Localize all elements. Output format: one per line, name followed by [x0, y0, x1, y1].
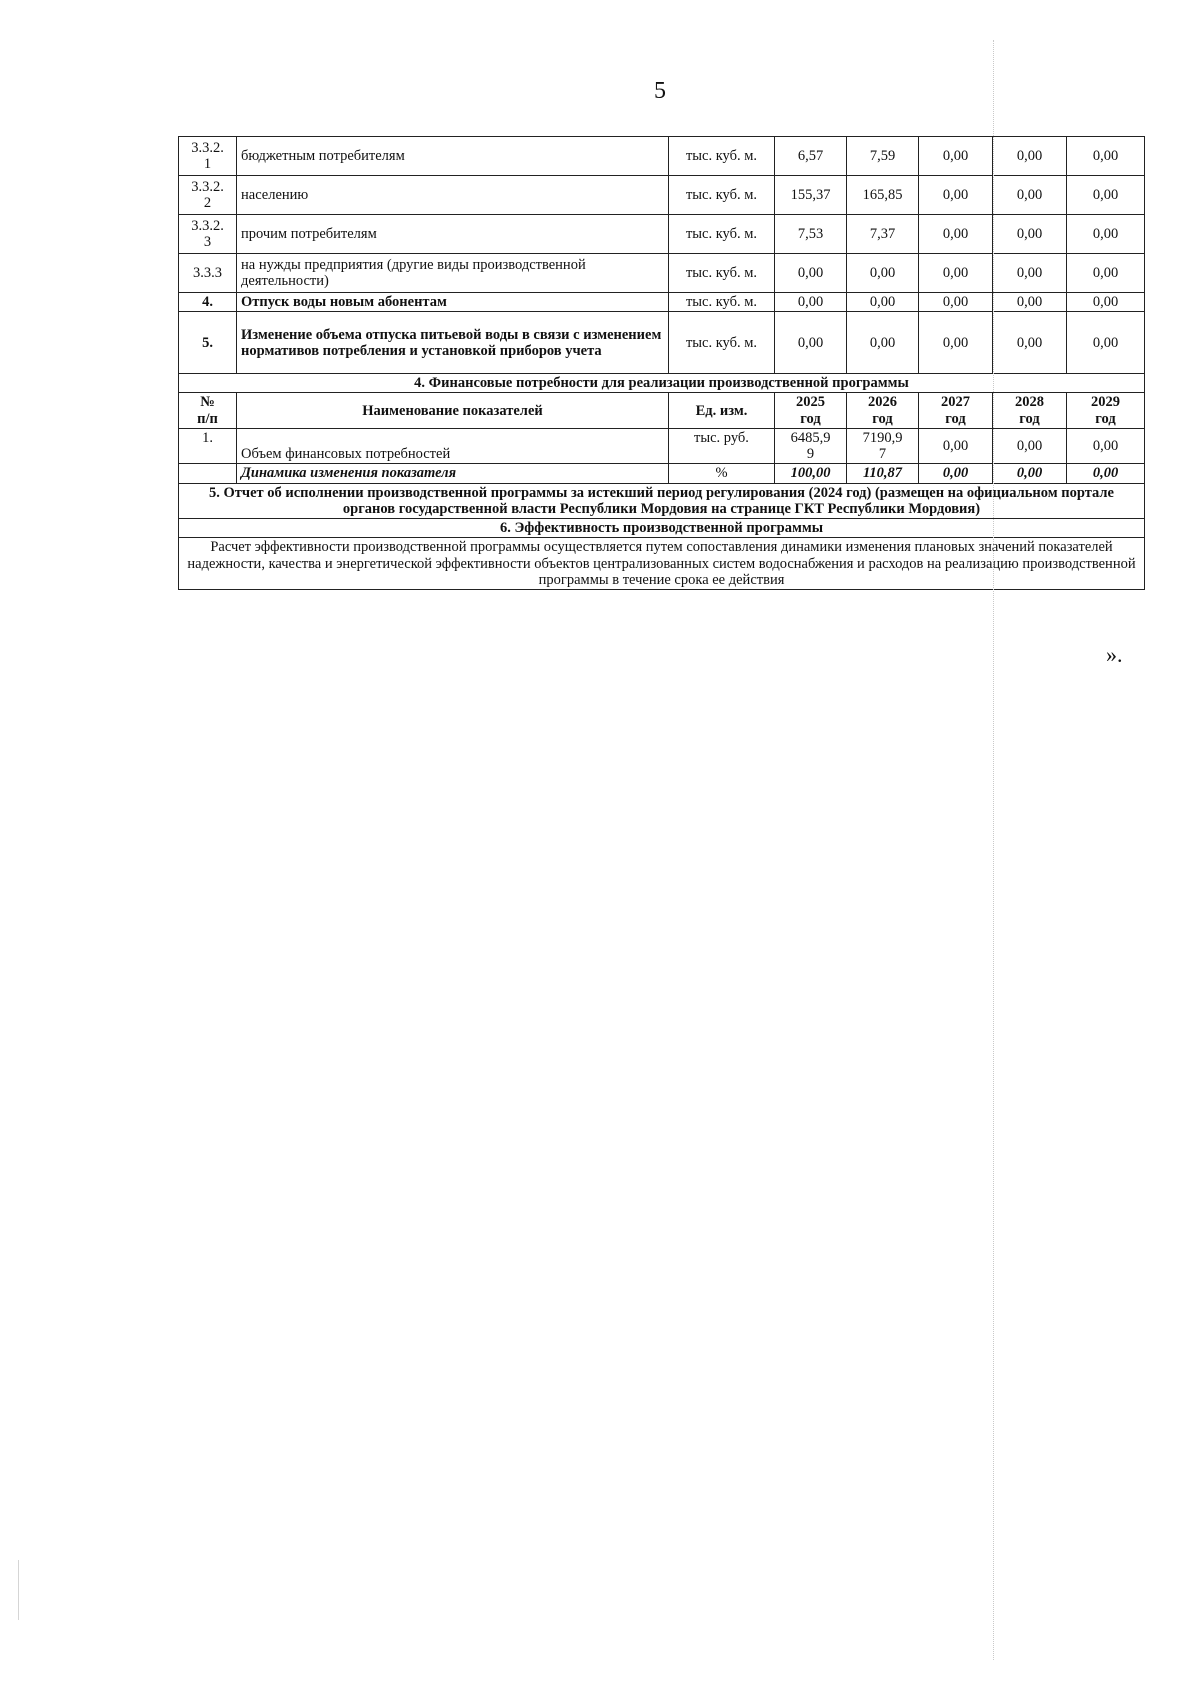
value-2029: 0,00	[1067, 312, 1145, 374]
value-2026: 7190,9 7	[847, 428, 919, 463]
value-2026: 0,00	[847, 312, 919, 374]
section-6-text: Расчет эффективности производственной программы осуществляется путем сопоставления динамики изменения плановых значений показателей надежности, качества и энергетической эффективности объектов централизованных систем водоснабжения и расходов на реализацию производственной программы в течение срока ее действия	[179, 538, 1145, 590]
value-2028: 0,00	[993, 464, 1067, 483]
value-2028: 0,00	[993, 137, 1067, 176]
header-year-2027: 2027 год	[919, 393, 993, 428]
row-name: на нужды предприятия (другие виды производственной деятельности)	[237, 254, 669, 293]
row-name: Объем финансовых потребностей	[237, 428, 669, 463]
table-row	[179, 293, 1145, 312]
value-2027: 0,00	[919, 176, 993, 215]
header-year-2025: 2025 год	[775, 393, 847, 428]
value-2028: 0,00	[993, 312, 1067, 374]
table-row	[179, 254, 1145, 293]
value-2025: 0,00	[775, 312, 847, 374]
table-row	[179, 464, 1145, 483]
closing-quote-mark: ».	[1106, 642, 1123, 667]
value-2027: 0,00	[919, 293, 993, 312]
table-row	[179, 215, 1145, 254]
table-row	[179, 428, 1145, 463]
value-2028: 0,00	[993, 293, 1067, 312]
value-2028: 0,00	[993, 254, 1067, 293]
value-2029: 0,00	[1067, 428, 1145, 463]
header-number: № п/п	[179, 393, 237, 428]
row-number: 5.	[179, 312, 237, 374]
value-2028: 0,00	[993, 176, 1067, 215]
row-unit: %	[669, 464, 775, 483]
header-name: Наименование показателей	[237, 393, 669, 428]
value-2026: 0,00	[847, 293, 919, 312]
section-5-text: 5. Отчет об исполнении производственной программы за истекший период регулирования (2024 год) (размещен на официальном портале органов государственной власти Республики Мордовия на странице ГКТ Республики Мордовия)	[179, 483, 1145, 518]
header-year-2028: 2028 год	[993, 393, 1067, 428]
section-4-title: 4. Финансовые потребности для реализации производственной программы	[179, 374, 1145, 393]
section-row	[179, 519, 1145, 538]
row-unit: тыс. куб. м.	[669, 293, 775, 312]
header-year-2026: 2026 год	[847, 393, 919, 428]
value-2025: 155,37	[775, 176, 847, 215]
row-number: 3.3.3	[179, 254, 237, 293]
section-row	[179, 483, 1145, 518]
header-row	[179, 393, 1145, 428]
value-2025: 6485,9 9	[775, 428, 847, 463]
value-2026: 165,85	[847, 176, 919, 215]
row-number: 3.3.2. 2	[179, 176, 237, 215]
value-2027: 0,00	[919, 254, 993, 293]
value-2029: 0,00	[1067, 254, 1145, 293]
table-row	[179, 312, 1145, 374]
value-2029: 0,00	[1067, 137, 1145, 176]
row-name: Изменение объема отпуска питьевой воды в связи с изменением нормативов потребления и установкой приборов учета	[237, 312, 669, 374]
row-unit: тыс. куб. м.	[669, 137, 775, 176]
value-2025: 0,00	[775, 254, 847, 293]
row-number: 1.	[179, 428, 237, 463]
page-number: 5	[654, 78, 666, 104]
row-number: 3.3.2. 3	[179, 215, 237, 254]
row-name: прочим потребителям	[237, 215, 669, 254]
section-row	[179, 538, 1145, 590]
scan-artifact-edge	[18, 1560, 19, 1620]
value-2028: 0,00	[993, 215, 1067, 254]
value-2028: 0,00	[993, 428, 1067, 463]
value-2029: 0,00	[1067, 293, 1145, 312]
header-unit: Ед. изм.	[669, 393, 775, 428]
row-unit: тыс. куб. м.	[669, 254, 775, 293]
value-2027: 0,00	[919, 137, 993, 176]
row-name: Динамика изменения показателя	[237, 464, 669, 483]
header-year-2029: 2029 год	[1067, 393, 1145, 428]
row-name: бюджетным потребителям	[237, 137, 669, 176]
value-2026: 7,37	[847, 215, 919, 254]
value-2025: 100,00	[775, 464, 847, 483]
value-2026: 7,59	[847, 137, 919, 176]
value-2027: 0,00	[919, 428, 993, 463]
value-2025: 7,53	[775, 215, 847, 254]
value-2027: 0,00	[919, 464, 993, 483]
row-unit: тыс. куб. м.	[669, 312, 775, 374]
value-2025: 0,00	[775, 293, 847, 312]
value-2026: 110,87	[847, 464, 919, 483]
value-2029: 0,00	[1067, 176, 1145, 215]
row-name: Отпуск воды новым абонентам	[237, 293, 669, 312]
row-unit: тыс. куб. м.	[669, 215, 775, 254]
value-2026: 0,00	[847, 254, 919, 293]
value-2027: 0,00	[919, 312, 993, 374]
value-2025: 6,57	[775, 137, 847, 176]
production-program-table	[178, 136, 1145, 590]
table-row	[179, 176, 1145, 215]
value-2029: 0,00	[1067, 215, 1145, 254]
row-number: 3.3.2. 1	[179, 137, 237, 176]
section-6-title: 6. Эффективность производственной программы	[179, 519, 1145, 538]
scan-artifact-line	[993, 40, 994, 1660]
value-2029: 0,00	[1067, 464, 1145, 483]
table-row	[179, 137, 1145, 176]
row-unit: тыс. руб.	[669, 428, 775, 463]
value-2027: 0,00	[919, 215, 993, 254]
row-unit: тыс. куб. м.	[669, 176, 775, 215]
row-number-empty	[179, 464, 237, 483]
row-number: 4.	[179, 293, 237, 312]
row-name: населению	[237, 176, 669, 215]
section-row	[179, 374, 1145, 393]
